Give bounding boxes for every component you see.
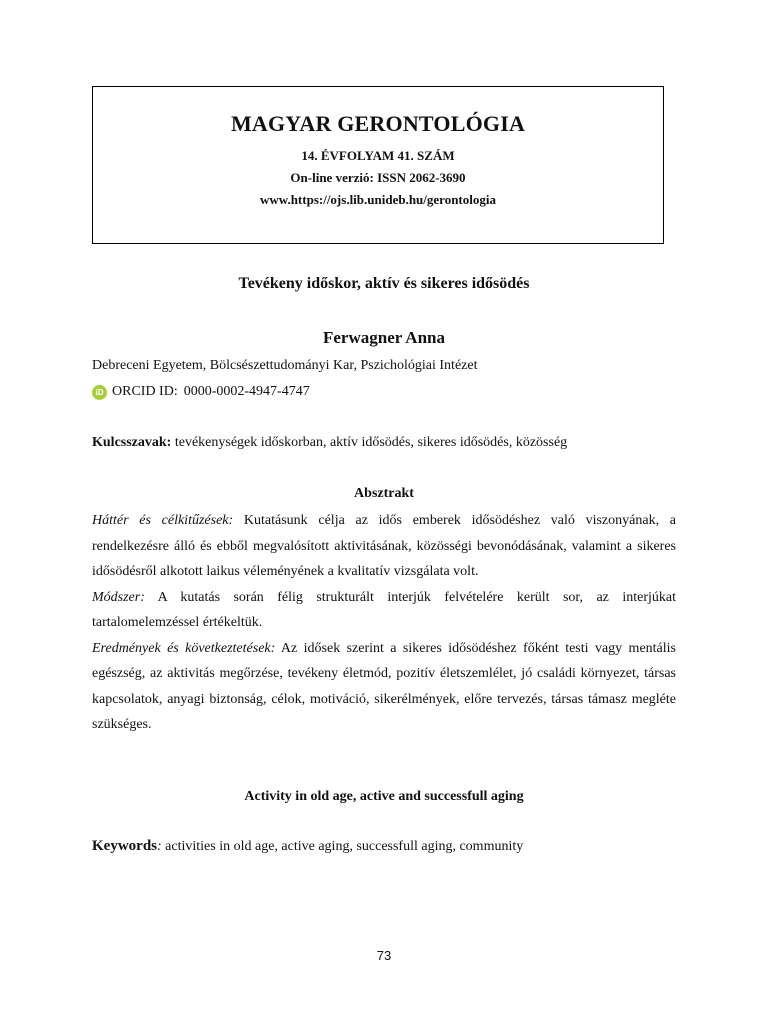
- author-affiliation: Debreceni Egyetem, Bölcsészettudományi Kar, Pszichológiai Intézet: [92, 358, 478, 373]
- abstract-heading: Absztrakt: [354, 486, 414, 501]
- author-name: Ferwagner Anna: [323, 328, 445, 347]
- keywords-en-text: activities in old age, active aging, successfull aging, community: [161, 839, 524, 854]
- journal-issue: 14. ÉVFOLYAM 41. SZÁM: [301, 148, 455, 163]
- page-number: 73: [376, 948, 392, 963]
- keywords-en-colon: :: [157, 839, 162, 854]
- orcid-label: ORCID ID:: [112, 384, 178, 399]
- orcid-line: [92, 384, 310, 400]
- abstract-results-text: Az idősek szerint a sikeres idősödéshez főként testi vagy mentális egészség, az aktivitás megőrzése, tevékeny életmód, pozitív életszemlélet, jó családi környezet, társas kapcsolatok, anyagi biztonság, célok, motiváció, sikerélmények, előre tervezés, társas támasz megléte szükséges.: [92, 640, 676, 732]
- abstract-method-text: A kutatás során félig strukturált interjúk felvételére került sor, az interjúkat tartalomelemzéssel értékeltük.: [92, 589, 676, 630]
- orcid-icon: iD: [92, 385, 107, 400]
- abstract-results: [92, 636, 676, 738]
- keywords-english: [92, 838, 523, 855]
- article-title: Tevékeny időskor, aktív és sikeres idősödés: [238, 275, 530, 292]
- abstract-body: [92, 508, 676, 738]
- keywords-hungarian: [92, 435, 567, 451]
- orcid-value: 0000-0002-4947-4747: [183, 384, 310, 399]
- journal-header-box: [92, 86, 664, 244]
- abstract-results-label: Eredmények és következtetések:: [92, 640, 276, 656]
- keywords-en-label: Keywords: [92, 838, 157, 854]
- abstract-method-label: Módszer:: [92, 589, 145, 605]
- journal-issn: On-line verzió: ISSN 2062-3690: [290, 170, 466, 185]
- keywords-hu-label: Kulcsszavak:: [92, 435, 172, 450]
- journal-title: MAGYAR GERONTOLÓGIA: [230, 111, 526, 136]
- keywords-hu-text: tevékenységek időskorban, aktív idősödés, sikeres idősödés, közösség: [171, 435, 568, 450]
- abstract-method: [92, 585, 676, 636]
- abstract-background-label: Háttér és célkitűzések:: [92, 513, 234, 528]
- abstract-background-text: Kutatásunk célja az idős emberek idősödéshez való viszonyának, a rendelkezésre álló és ebből megvalósított aktivitásának, közösségi bevonódásának, valamint a sikeres idősödésről alkotott laikus véleményének a kvalitatív vizsgálata volt.: [92, 513, 676, 579]
- english-title: Activity in old age, active and successfull aging: [244, 789, 524, 804]
- abstract-background: [92, 508, 676, 585]
- journal-url: www.https://ojs.lib.unideb.hu/gerontologia: [260, 192, 496, 207]
